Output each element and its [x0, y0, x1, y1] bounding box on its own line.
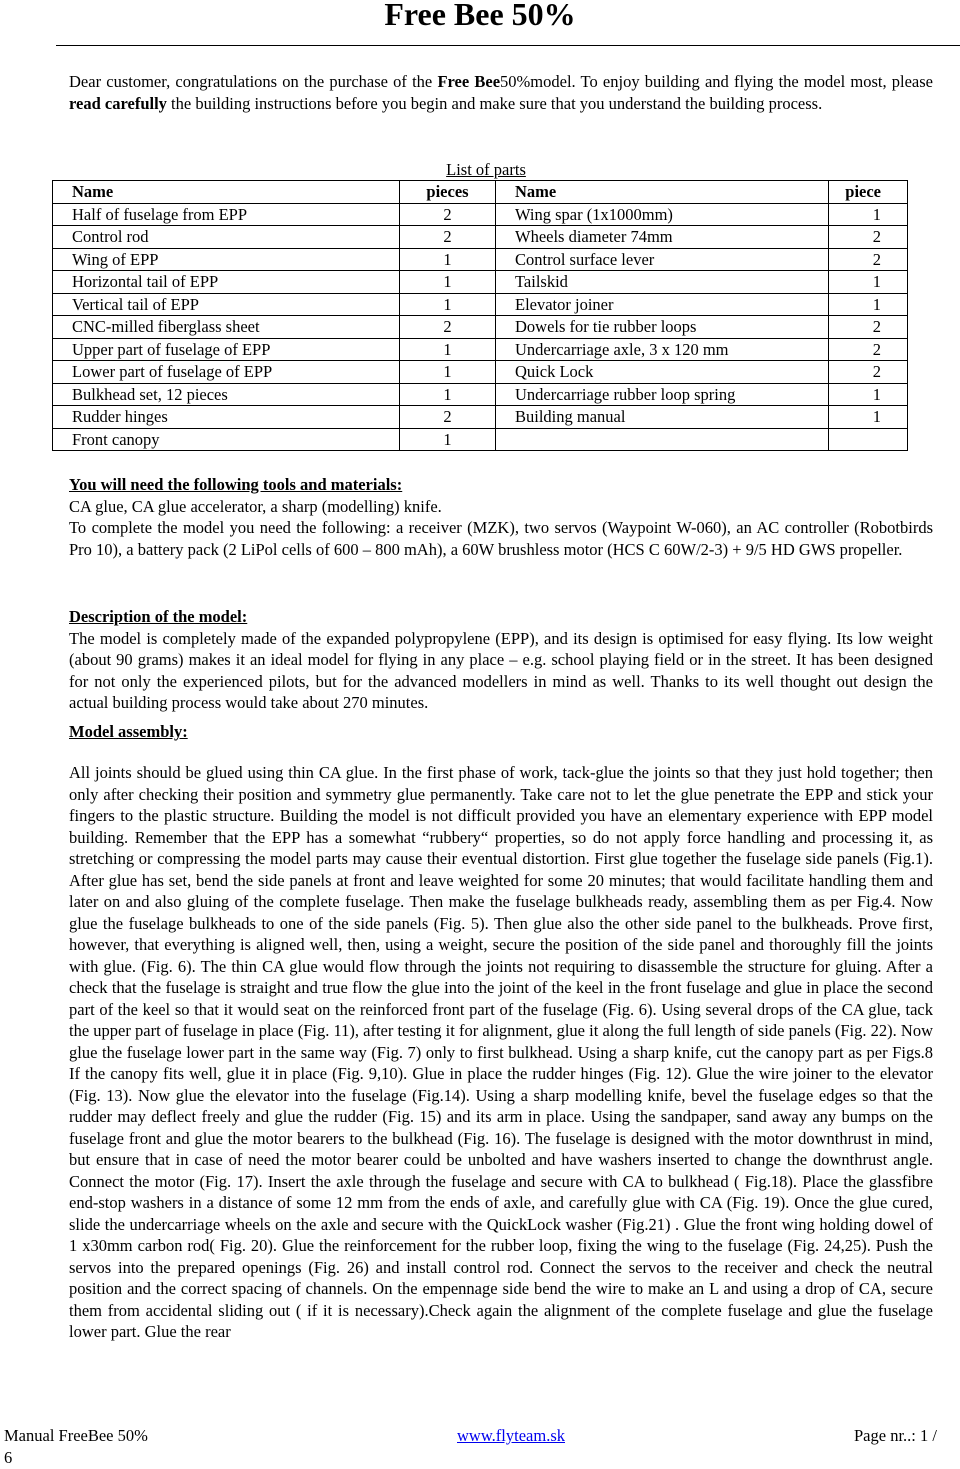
assembly-section	[69, 762, 933, 1343]
part-count: 2	[400, 203, 496, 226]
intro-product-name: Free Bee	[437, 72, 501, 91]
part-count: 2	[400, 406, 496, 429]
parts-table	[52, 180, 908, 451]
part-name: Wing of EPP	[53, 248, 400, 271]
part-count: 2	[829, 226, 908, 249]
page-title: Free Bee 50%	[384, 0, 576, 32]
part-count: 1	[829, 293, 908, 316]
part-name: CNC-milled fiberglass sheet	[53, 316, 400, 339]
footer-manual-label: Manual FreeBee 50%	[4, 1426, 148, 1445]
intro-text-2: 50%model. To enjoy building and flying the model most, please	[500, 72, 933, 91]
part-name	[496, 428, 829, 451]
part-count: 1	[400, 293, 496, 316]
table-row	[53, 271, 908, 294]
part-count: 1	[829, 383, 908, 406]
tools-heading: You will need the following tools and materials:	[69, 475, 403, 494]
part-name: Lower part of fuselage of EPP	[53, 361, 400, 384]
intro-text-1: Dear customer, congratulations on the purchase of the	[69, 72, 438, 91]
part-name: Half of fuselage from EPP	[53, 203, 400, 226]
header-pieces-1: pieces	[400, 181, 496, 204]
part-count: 2	[829, 248, 908, 271]
part-name: Control rod	[53, 226, 400, 249]
part-name: Quick Lock	[496, 361, 829, 384]
parts-list-caption: List of parts	[446, 160, 526, 179]
table-row	[53, 428, 908, 451]
part-name: Building manual	[496, 406, 829, 429]
intro-text-3: the building instructions before you begin and make sure that you understand the building process.	[166, 93, 823, 113]
part-count: 1	[829, 271, 908, 294]
footer-website-link[interactable]: www.flyteam.sk	[457, 1426, 565, 1445]
intro-paragraph	[69, 71, 933, 114]
part-name: Undercarriage axle, 3 x 120 mm	[496, 338, 829, 361]
part-name: Elevator joiner	[496, 293, 829, 316]
assembly-heading-block	[69, 721, 933, 743]
part-count: 2	[829, 316, 908, 339]
part-count: 1	[400, 361, 496, 384]
header-pieces-2: piece	[829, 181, 908, 204]
part-count: 2	[829, 338, 908, 361]
table-row	[53, 383, 908, 406]
part-count	[829, 428, 908, 451]
description-heading: Description of the model:	[69, 607, 248, 626]
part-count: 2	[400, 226, 496, 249]
table-row	[53, 248, 908, 271]
part-count: 2	[829, 361, 908, 384]
assembly-heading: Model assembly:	[69, 722, 188, 741]
part-name: Wing spar (1x1000mm)	[496, 203, 829, 226]
part-count: 1	[400, 383, 496, 406]
footer-page-number: Page nr..: 1 /	[854, 1426, 937, 1445]
table-row	[53, 203, 908, 226]
part-count: 1	[400, 338, 496, 361]
part-name: Wheels diameter 74mm	[496, 226, 829, 249]
table-row	[53, 293, 908, 316]
part-count: 1	[400, 271, 496, 294]
table-row	[53, 406, 908, 429]
part-name: Control surface lever	[496, 248, 829, 271]
part-name: Dowels for tie rubber loops	[496, 316, 829, 339]
intro-emphasis: read carefully	[69, 93, 167, 113]
part-count: 1	[829, 406, 908, 429]
part-count: 1	[400, 428, 496, 451]
header-name-2: Name	[496, 181, 829, 204]
table-row	[53, 361, 908, 384]
part-count: 2	[400, 316, 496, 339]
tools-section	[69, 474, 933, 560]
table-row	[53, 316, 908, 339]
part-name: Tailskid	[496, 271, 829, 294]
tools-line-2: To complete the model you need the following: a receiver (MZK), two servos (Waypoint W-060), an AC controller (Robotbirds Pro 10), a battery pack (2 LiPol cells of 600 – 800 mAh), a 60W brushless motor (HCS C 60W/2-3) + 9/5 HD GWS propeller.	[69, 518, 933, 559]
header-name-1: Name	[53, 181, 400, 204]
description-text: The model is completely made of the expanded polypropylene (EPP), and its design is optimised for easy flying. Its low weight (about 90 grams) makes it an ideal model for flying in any place – e.g. school playing field or in the street. It has been designed for not only the experienced pilots, but for the advanced modellers in mind as well. Thanks to its well thought out design the actual building process would take about 270 minutes.	[69, 628, 933, 712]
part-name: Rudder hinges	[53, 406, 400, 429]
tools-line-1: CA glue, CA glue accelerator, a sharp (modelling) knife.	[69, 496, 442, 516]
part-name: Horizontal tail of EPP	[53, 271, 400, 294]
table-row	[53, 338, 908, 361]
part-name: Undercarriage rubber loop spring	[496, 383, 829, 406]
part-name: Bulkhead set, 12 pieces	[53, 383, 400, 406]
description-section	[69, 606, 933, 714]
assembly-text: All joints should be glued using thin CA glue. In the first phase of work, tack-glue the joints so that they just hold together; then only after checking their position and symmetry glue permanently. Take care not to let the glue penetrate the EPP and stick your fingers to the plastic structure. Building the model is not difficult provided you have an elementary experience with EPP model building. Remember that the EPP has a somewhat “rubbery“ properties, so do not apply force handling and processing it, as stretching or compressing the model parts may cause their eventual distortion. First glue together the fuselage side panels (Fig.1). After glue has set, bend the side panels at front and leave weighted for some 20 minutes; that would facilitate handling them and later on and also gluing of the complete fuselage. Then make the fuselage bulkheads ready, assembling them as per Fig.4. Now glue the fuselage bulkheads to one of the side panels (Fig. 5). Then glue also the other side panel to the bulkheads. Prove first, however, that everything is aligned well, then, using a weight, secure the position of the side panel and thoroughly fill the joints with glue. (Fig. 6). The thin CA glue would flow through the joints not requiring to disassemble the structure for gluing. After a check that the fuselage is straight and true flow the glue into the joint of the keel in the front fuselage and glue in place the second part of the keel so that it would seat on the reinforced front part of the fuselage (Fig. 6). Using several drops of the CA glue, tack the upper part of fuselage in place (Fig. 11), after testing it for alignment, glue it along the full length of side panels (Fig. 22). Now glue the fuselage lower part in the same way (Fig. 7) only to first bulkhead. Using a sharp knife, cut the canopy part as per Figs.8 If the canopy fits well, glue it in place (Fig. 9,10). Glue in place the rudder hinges (Fig. 12). Glue the wire joiner to the elevator (Fig. 13). Now glue the elevator into the fuselage (Fig.14). Using a sharp modelling knife, bevel the fuselage edges so that the rudder may deflect freely and glue the rudder (Fig. 15) and its arm in place. Using the sandpaper, sand away any bumps on the fuselage front and glue the motor bearers to the bulkhead (Fig. 16). The fuselage is designed with the motor downthrust in mind, but ensure that in case of need the motor bearer could be unbolted and have washers inserted to change the downthrust angle. Connect the motor (Fig. 17). Insert the axle through the fuselage and secure with CA to bulkhead ( Fig.18). Place the glassfibre end-stop washers in a distance of some 12 mm from the ends of axle, and carefully glue with CA (Fig. 19). Once the glue cured, slide the undercarriage wheels on the axle and secure with the QuickLock washer (Fig.21) . Glue the front wing holding dowel of 1 x30mm carbon rod( Fig. 20). Glue the reinforcement for the rubber loop, fixing the wing to the fuselage (Fig. 24,25). Push the servos into the prepared openings (Fig. 26) and install control rod. Connect the servos to the receiver and check the neutral position and the correct spacing of channels. On the empennage side bend the wire to make an L and using a drop of CA, secure them from accidental sliding out ( if it is necessary).Check again the alignment of the complete fuselage and glue the fuselage lower part. Glue the rear	[69, 763, 933, 1341]
part-count: 1	[829, 203, 908, 226]
part-name: Front canopy	[53, 428, 400, 451]
footer-page-total: 6	[4, 1448, 13, 1467]
parts-table-header	[53, 181, 908, 204]
title-rule	[56, 45, 960, 46]
part-name: Vertical tail of EPP	[53, 293, 400, 316]
table-row	[53, 226, 908, 249]
part-name: Upper part of fuselage of EPP	[53, 338, 400, 361]
part-count: 1	[400, 248, 496, 271]
